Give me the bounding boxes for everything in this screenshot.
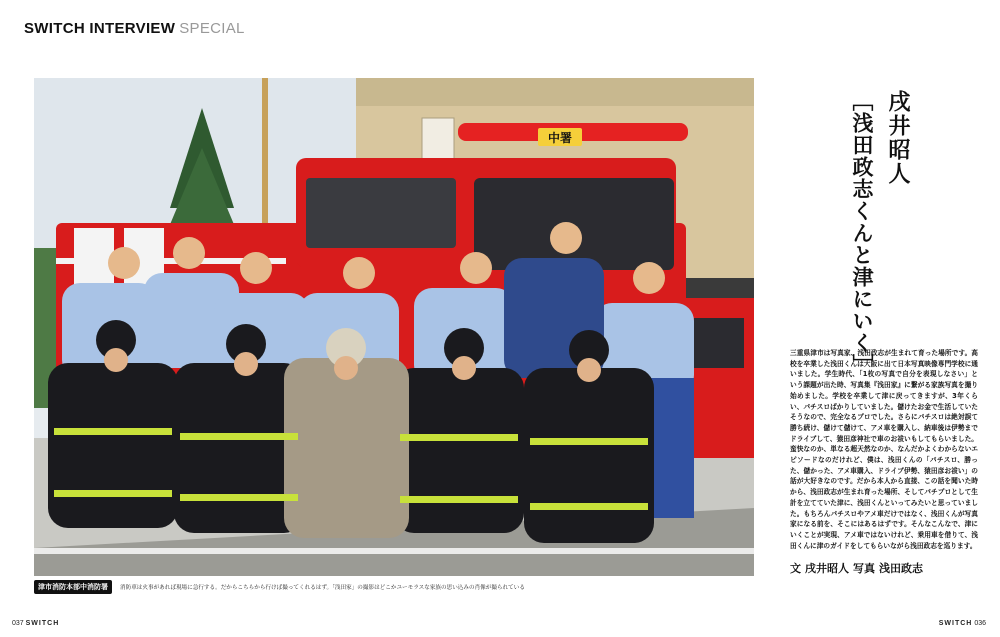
credit-photo-label: 写真 <box>853 562 875 575</box>
page-number-left: 037 <box>12 620 24 627</box>
credit-line <box>790 560 927 576</box>
caption-text: 消防車は火事があれば現場に急行する。だからこちらから行けば撮ってくれるはず。「浅田家」の撮影はどこかユーモラスな家族の思い込みの肖像が撮られている <box>120 585 525 591</box>
page-number-right: 036 <box>974 620 986 627</box>
main-photo <box>34 78 754 576</box>
credit-author: 戌井昭人 <box>805 562 849 575</box>
footer-right <box>939 620 986 627</box>
caption-location-tag: 津市消防本部中消防署 <box>34 580 112 594</box>
credit-photographer: 浅田政志 <box>879 562 923 575</box>
header-title-bold: SWITCH INTERVIEW <box>24 20 176 37</box>
author-name-vertical: 戌井昭人 <box>885 90 910 186</box>
truck-sign: 中署 <box>547 131 573 145</box>
article-subtitle-vertical: ［浅田政志くんと津にいく］ <box>850 90 874 376</box>
footer-brand-right: SWITCH <box>938 620 973 627</box>
footer-left <box>12 620 59 627</box>
article-body: 三重県津市は写真家、浅田政志が生まれて育った場所です。高校を卒業した浅田くんは大阪に出て日本写真映像専門学校に通いました。学生時代、「1枚の写真で自分を表現しなさい」という課題が出た時、写真集『浅田家』に繋がる家族写真を撮り始めました。学校を卒業して津に戻ってきますが、3年くらい、パチスロばかりしていました。儲けたお金で生活していたそうなので、完全なるプロでした。さらにパチスロは絶対誤て勝ち続け、儲けて儲けて、アメ車を購入し、納車後は伊勢までドライブして、猿田彦神社で車のお祓いもしてもらいました。蛮快なのか、単なる超天然なのか、なんだかよくわからないエピソードなのだけれど、僕は、浅田くんの「パチスロ、勝った、儲かった、アメ車購入、ドライブ伊勢、猿田彦お祓い」の話が大好きなのです。だから本人から直接、この話を聞いた時から、浅田政志が生まれ育った場所、そしてパチプロとして生計を立てていた津に、浅田くんといってみたいと思っていました。もちろんパチスロやアメ車だけではなく、浅田くんが写真家になる前を、そこにはあるはずです。そんなこんなで、津にいくことが実現、アメ車ではないけれど、乗用車を借りて、浅田くんに津のガイドをしてもらいながら浅田政志を巡ります。 <box>790 349 978 550</box>
credit-text-label: 文 <box>790 562 801 575</box>
magazine-header <box>24 20 245 37</box>
header-title-light: SPECIAL <box>179 20 245 37</box>
footer-brand-left: SWITCH <box>25 620 60 627</box>
photo-caption <box>34 580 525 594</box>
